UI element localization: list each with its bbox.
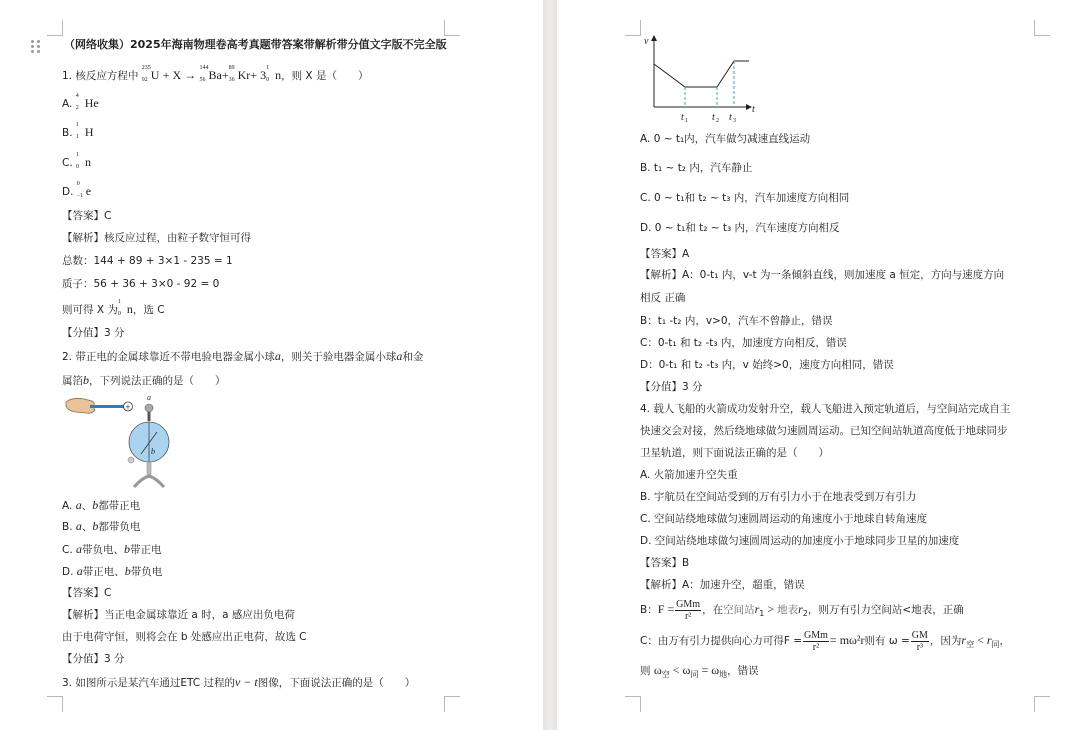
svg-text:t: t (752, 104, 755, 115)
q3-analysis-line: 【解析】A：0-t₁ 内，v-t 为一条倾斜直线，则加速度 a 恒定，方向与速度方向 (640, 269, 1005, 281)
q3-option-b: B. t₁ ~ t₂ 内，汽车静止 (640, 162, 753, 174)
q3-analysis-line: B：t₁ -t₂ 内，v>0，汽车不曾静止，错误 (640, 315, 833, 327)
margin-corner-mark (625, 696, 641, 712)
document-title: （网络收集）2025年海南物理卷高考真题带答案带解析带分值文字版不完全版 (64, 38, 447, 51)
svg-text:t: t (712, 112, 715, 123)
q1-answer: 【答案】C (62, 210, 112, 222)
q4-stem-line: 卫星轨道，则下面说法正确的是（ ） (640, 447, 829, 459)
q3-stem: 3. 如图所示是某汽车通过ETC 过程的v − t图像，下面说法正确的是（ ） (62, 675, 416, 689)
q2-analysis-line: 由于电荷守恒，则将会在 b 处感应出正电荷，故选 C (62, 631, 307, 643)
svg-text:1: 1 (685, 118, 688, 124)
margin-corner-mark (444, 20, 460, 36)
q1-analysis-line: 质子：56 + 36 + 3×0 - 92 = 0 (62, 278, 220, 290)
q2-answer: 【答案】C (62, 587, 112, 599)
q1-option-d: D. 0 −1 e (62, 181, 92, 199)
q3-analysis-line: C：0-t₁ 和 t₂ -t₃ 内，加速度方向相反，错误 (640, 337, 847, 349)
electroscope-figure (62, 392, 192, 492)
q4-stem-line: 快速交会对接，然后绕地球做匀速圆周运动。已知空间站轨道高度低于地球同步 (640, 425, 1008, 437)
q4-option-a: A. 火箭加速升空失重 (640, 469, 738, 481)
q3-option-d: D. 0 ~ t₁和 t₂ ~ t₃ 内，汽车速度方向相反 (640, 222, 840, 234)
q3-score: 【分值】3 分 (640, 381, 703, 393)
page-gap (543, 0, 557, 730)
q3-option-a: A. 0 ~ t₁内，汽车做匀减速直线运动 (640, 133, 811, 145)
vt-graph (631, 32, 761, 124)
q1-option-c: C. 1 0 n (62, 152, 92, 170)
margin-corner-mark (47, 20, 63, 36)
svg-text:b: b (151, 447, 155, 456)
q4-answer: 【答案】B (640, 557, 690, 569)
margin-corner-mark (1034, 696, 1050, 712)
margin-corner-mark (444, 696, 460, 712)
q2-option-a: A. a、b都带正电 (62, 498, 141, 512)
q2-option-c: C. a带负电、b带正电 (62, 542, 162, 556)
q4-analysis-c-line1: C：由万有引力提供向心力可得F = $\frac{\text{GMm}}{\text{r²}}$ = mω²r则有 ω = $\frac{GM}{\text{r³}}$ ，因为$r_空 < r_同$， (640, 629, 1011, 653)
svg-text:a: a (147, 393, 151, 402)
q2-score: 【分值】3 分 (62, 653, 125, 665)
q3-analysis-line: D：0-t₁ 和 t₂ -t₃ 内，v 始终>0，速度方向相同，错误 (640, 359, 894, 371)
q2-option-d: D. a带正电、b带负电 (62, 564, 163, 578)
q1-analysis-line: 总数：144 + 89 + 3×1 - 235 = 1 (62, 255, 233, 267)
fraction: $\frac{\text{GMm}}{\text{r²}}$ (676, 598, 701, 622)
q1-option-b: B. 1 1 H (62, 122, 94, 140)
q4-analysis-b: B：F = $\frac{\text{GMm}}{\text{r²}}$ ，在空间站$r_1$ > 地表$r_2$，则万有引力空间站<地表，正确 (640, 598, 964, 622)
svg-text:2: 2 (716, 118, 719, 124)
q4-option-c: C. 空间站绕地球做匀速圆周运动的角速度小于地球自转角速度 (640, 513, 928, 525)
q1-stem: 1. 核反应方程中 235 92 U + X → 144 56 Ba+ 89 36 Kr+ 3 1 0 n，则 X 是（ ） (62, 65, 369, 83)
q4-stem-line: 4. 载人飞船的火箭成功发射升空，载人飞船进入预定轨道后，与空间站完成自主 (640, 403, 1011, 415)
margin-corner-mark (1034, 20, 1050, 36)
q1-score: 【分值】3 分 (62, 327, 125, 339)
q2-analysis-line: 【解析】当正电金属球靠近 a 时，a 感应出负电荷 (62, 609, 295, 621)
q2-stem-line2: 属箔b，下列说法正确的是（ ） (62, 373, 226, 387)
q4-option-b: B. 宇航员在空间站受到的万有引力小于在地表受到万有引力 (640, 491, 917, 503)
svg-text:v: v (644, 36, 649, 47)
svg-text:t: t (729, 112, 732, 123)
q3-analysis-line: 相反 正确 (640, 292, 686, 304)
q1-option-a: A. 4 2 He (62, 93, 99, 111)
q4-option-d: D. 空间站绕地球做匀速圆周运动的加速度小于地球同步卫星的加速度 (640, 535, 960, 547)
q4-analysis-c-line2: 则 $\omega_空 < \omega_同 = \omega_地$，错误 (640, 663, 759, 679)
q2-option-b: B. a、b都带负电 (62, 519, 141, 533)
q4-analysis-a: 【解析】A：加速升空，超重，错误 (640, 579, 805, 591)
margin-corner-mark (47, 696, 63, 712)
q2-stem-line1: 2. 带正电的金属球靠近不带电验电器金属小球a，则关于验电器金属小球a和金 (62, 349, 424, 363)
svg-text:t: t (681, 112, 684, 123)
q3-option-c: C. 0 ~ t₁和 t₂ ~ t₃ 内，汽车加速度方向相同 (640, 192, 850, 204)
q1-analysis-line: 【解析】核反应过程，由粒子数守恒可得 (62, 232, 251, 244)
svg-text:+: + (125, 402, 131, 412)
q1-analysis-conclusion: 则可得 X 为 1 0 n，选 C (62, 299, 165, 317)
fraction: $\frac{\text{GMm}}{\text{r²}}$ (804, 629, 828, 653)
fraction: $\frac{GM}{\text{r³}}$ (911, 629, 928, 653)
q3-answer: 【答案】A (640, 248, 690, 260)
drag-handle-icon[interactable] (31, 40, 41, 52)
svg-text:3: 3 (733, 118, 736, 124)
document-page-2 (557, 0, 1074, 730)
